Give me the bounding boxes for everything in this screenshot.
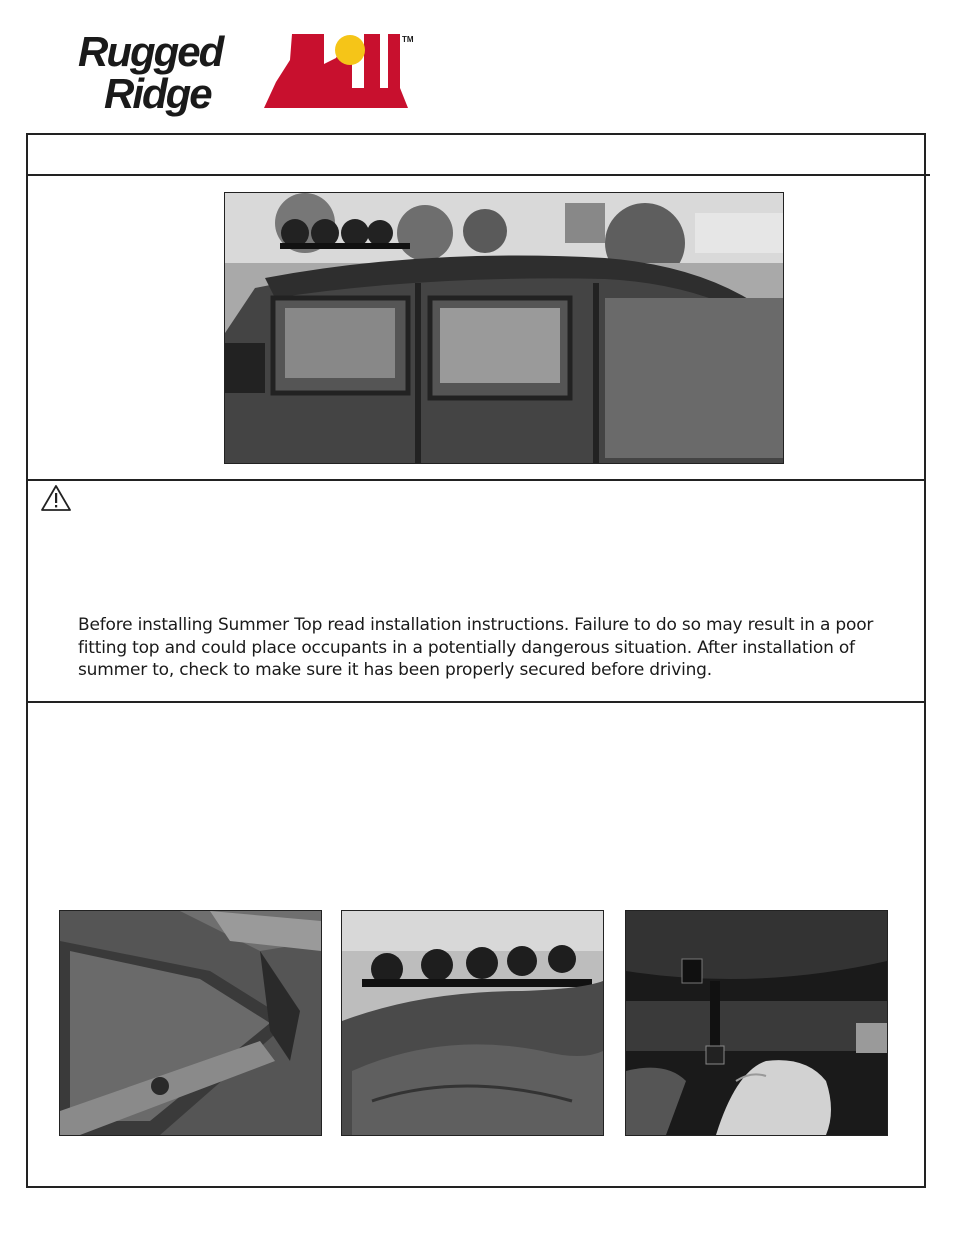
header-divider (28, 174, 930, 176)
bow-and-mesh-photo-icon (60, 911, 321, 1135)
rugged-ridge-logo (78, 30, 418, 118)
warning-text: Before installing Summer Top read installation instructions. Failure to do so may result in a poor fitting top and could place occupants in a potentially dangerous situation. After installation of summer to, check to make sure it has been properly secured before driving. (78, 615, 874, 680)
logo-word-rugged: Rugged (78, 30, 223, 75)
top-over-light-bar-photo-icon (342, 911, 603, 1135)
hero-divider (28, 479, 924, 481)
hero-photo (224, 192, 784, 464)
caution-triangle-icon (40, 484, 72, 512)
logo-trademark: TM (402, 35, 414, 44)
strap-buckle-photo-icon (626, 911, 887, 1135)
logo-sun-circle (335, 35, 365, 65)
logo-word-ridge: Ridge (104, 70, 211, 117)
step-photo-2 (341, 910, 604, 1136)
step-photo-3 (625, 910, 888, 1136)
step-photo-1 (59, 910, 322, 1136)
jeep-summer-top-photo-icon (225, 193, 783, 463)
warning-divider (28, 701, 924, 703)
